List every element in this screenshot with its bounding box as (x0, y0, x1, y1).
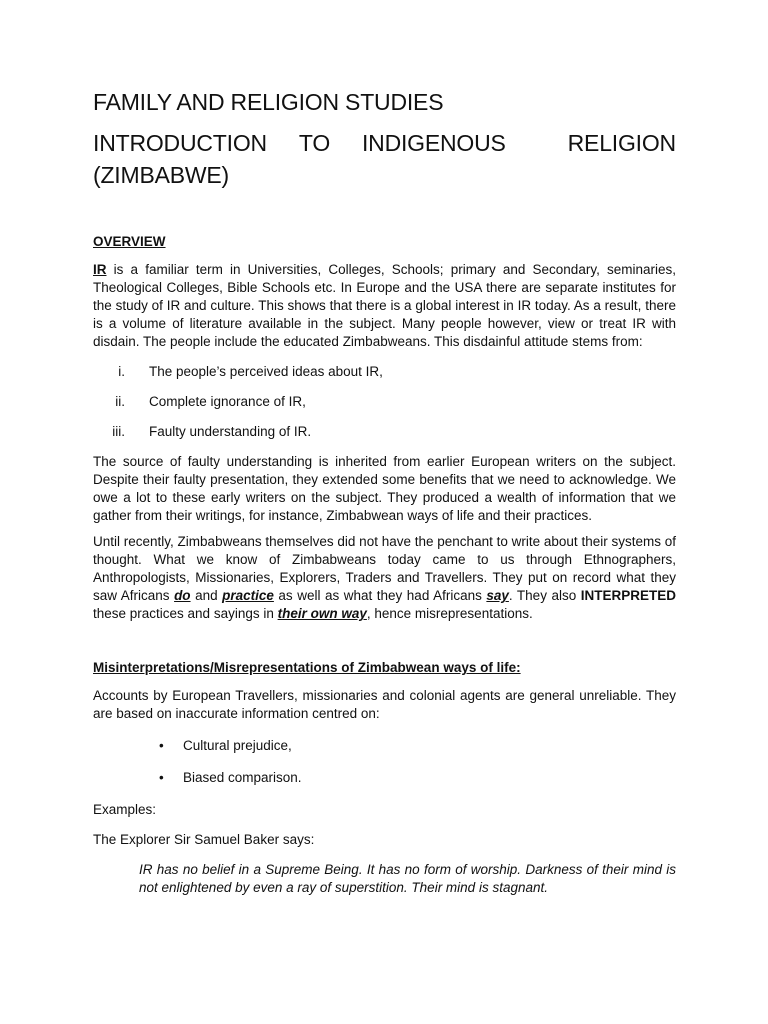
document-body (93, 86, 676, 897)
para-text: , hence misrepresentations. (366, 606, 533, 621)
emphasis-practice: practice (222, 588, 274, 603)
emphasis-say: say (486, 588, 509, 603)
list-text: The people’s perceived ideas about IR, (149, 364, 383, 379)
subtitle-line-2: (ZIMBABWE) (93, 162, 229, 188)
list-item (93, 769, 676, 787)
para-text: . They also (508, 588, 581, 603)
reasons-list (93, 363, 676, 441)
list-number: ii. (115, 394, 125, 409)
overview-paragraph (93, 261, 676, 351)
list-text: Biased comparison. (183, 770, 302, 785)
emphasis-interpreted: INTERPRETED (580, 588, 676, 603)
para-text: these practices and sayings in (93, 606, 278, 621)
bullet-icon: • (159, 770, 164, 785)
list-text: Cultural prejudice, (183, 738, 292, 753)
accounts-paragraph: Accounts by European Travellers, missionaries and colonial agents are general unreliable. They are based on inaccurate information centred on: (93, 688, 676, 721)
section-heading: Misinterpretations/Misrepresentations of Zimbabwean ways of life: (93, 660, 521, 675)
list-text: Complete ignorance of IR, (149, 394, 306, 409)
examples-label: Examples: (93, 802, 157, 817)
list-number: i. (118, 364, 125, 379)
list-item (93, 363, 676, 381)
subtitle-line-1 (93, 127, 676, 159)
overview-text: is a familiar term in Universities, Colleges, Schools; primary and Secondary, seminaries, Theological Colleges, Bible Schools etc. In Europe and the USA there are separate institutes for the study of IR and culture. This shows that there is a global interest in IR today. As a result, there is a volume of literature available in the subject. Many people however, view or treat IR with disdain. The people include the educated Zimbabweans. This disdainful attitude stems from: (93, 262, 676, 349)
list-number: iii. (112, 424, 125, 439)
para-text: and (190, 588, 223, 603)
overview-heading: OVERVIEW (93, 234, 166, 249)
ir-term: IR (93, 262, 107, 277)
emphasis-own-way: their own way (277, 606, 367, 621)
document-subtitle (93, 127, 676, 191)
list-item (93, 423, 676, 441)
faulty-understanding-paragraph: The source of faulty understanding is inherited from earlier European writers on the subject. Despite their faulty presentation, they extended some benefits that we need to acknowledge. We owe a lot to these early writers on the subject. They produced a wealth of information that we gather from their writings, for instance, Zimbabwean ways of life and their practices. (93, 454, 676, 523)
list-text: Faulty understanding of IR. (149, 424, 312, 439)
bullet-icon: • (159, 738, 164, 753)
para-text: Until recently, Zimbabweans themselves did not have the penchant to write about their systems of thought. What we know of Zimbabweans today came to us through Ethnographers, Anthropologists, Missionaries, Explorers, Traders and Travellers. They put on record what they saw Africans (93, 534, 676, 603)
zimbabwe-writers-paragraph (93, 533, 676, 623)
subtitle-word: INDIGENOUS (361, 130, 506, 156)
bullet-list (93, 737, 676, 787)
baker-quote: IR has no belief in a Supreme Being. It has no form of worship. Darkness of their mind is not enlightened by even a ray of superstition. Their mind is stagnant. (139, 862, 676, 895)
subtitle-word: TO (298, 130, 331, 156)
document-title: FAMILY AND RELIGION STUDIES (93, 89, 444, 115)
list-item (93, 393, 676, 411)
para-text: as well as what they had Africans (273, 588, 487, 603)
subtitle-word: RELIGION (567, 130, 676, 156)
list-item (93, 737, 676, 755)
subtitle-word: INTRODUCTION (93, 130, 267, 156)
emphasis-do: do (174, 588, 191, 603)
baker-intro: The Explorer Sir Samuel Baker says: (93, 832, 315, 847)
